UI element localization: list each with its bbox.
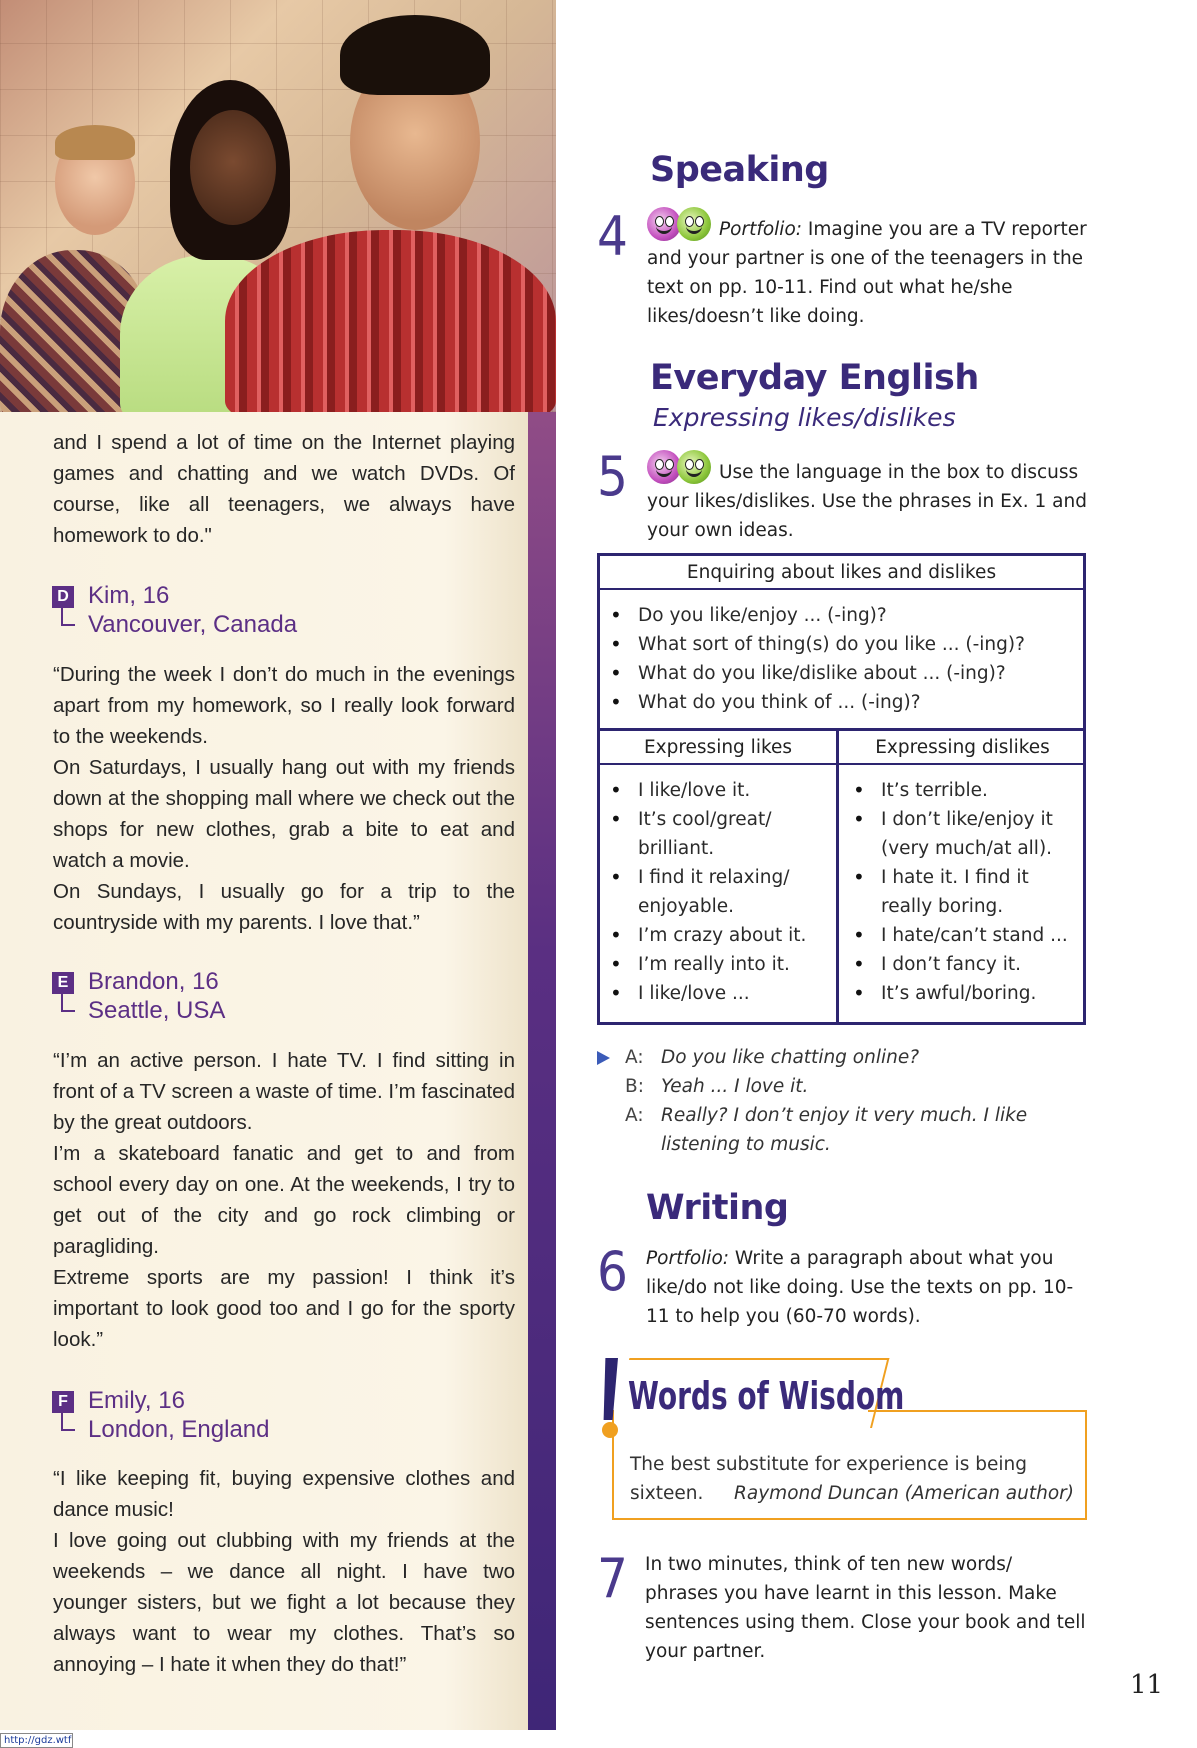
paragraph: I’m a skateboard fanatic and get to and from school every day on one. At the weekends, I try to get out of the city and go rock climbing or paragliding. (53, 1142, 515, 1258)
speaking-text (647, 207, 1087, 331)
face-icon (647, 450, 681, 484)
pair-work-icon (647, 450, 713, 484)
teenagers-photo (0, 0, 556, 412)
profile-letter: D (52, 586, 74, 608)
list-item: • It’s terrible. (843, 776, 1083, 805)
list-item: • I like/love it. (600, 776, 836, 805)
dislikes-header: Expressing dislikes (839, 731, 1086, 765)
list-item: • I hate it. I find it really boring. (843, 863, 1083, 921)
dialogue-line (597, 1101, 1097, 1159)
everyday-english-heading: Everyday English (650, 358, 979, 398)
list-item: • What do you like/dislike about ... (-ing)? (600, 659, 1080, 688)
speaker: A: (625, 1105, 644, 1126)
paragraph: I love going out clubbing with my friends at the weekends – we dance all night. I have two younger sisters, but we fight a lot because they always want to wear my clothes. That’s so annoying – I hate it when they do that!” (53, 1529, 515, 1676)
exercise7-text (645, 1550, 1090, 1666)
everyday-english-subheading: Expressing likes/dislikes (653, 403, 956, 432)
exercise7-instruction: In two minutes, think of ten new words/ phrases you have learnt in this lesson. Make sentences using them. Close your book and tell your partner. (645, 1554, 1086, 1662)
speaker: B: (625, 1076, 644, 1097)
list-item: • It’s awful/boring. (843, 979, 1083, 1008)
list-item: • I don’t fancy it. (843, 950, 1083, 979)
dialogue-text: Really? I don’t enjoy it very much. I like listening to music. (661, 1105, 1028, 1155)
paragraph: On Saturdays, I usually hang out with my friends down at the shopping mall where we check out the shops for new clothes, grab a bite to eat and watch a movie. (53, 756, 515, 872)
profile-connector (61, 994, 75, 1012)
speaking-heading: Speaking (650, 150, 829, 190)
pair-work-icon (647, 207, 713, 241)
writing-heading: Writing (646, 1188, 789, 1228)
profile-place: Vancouver, Canada (88, 611, 298, 638)
list-item: • I find it relaxing/ enjoyable. (600, 863, 836, 921)
dialogue-line (597, 1043, 1097, 1072)
paragraph: “During the week I don’t do much in the evenings apart from my homework, so I really look forward to the weekends. (53, 663, 515, 748)
speaking-instruction: Imagine you are a TV reporter and your partner is one of the teenagers in the text on pp. 10-11. Find out what he/she likes/doesn’t like doing. (647, 219, 1087, 327)
exercise-number-7: 7 (597, 1547, 628, 1610)
intro-paragraph-text: and I spend a lot of time on the Internet playing games and chatting and we watch DVDs. Of course, like all teenagers, we always have homework to do." (53, 431, 515, 547)
teen-boy-right-hair (340, 15, 490, 95)
face-icon (677, 207, 711, 241)
dialogue-text: Yeah ... I love it. (661, 1076, 809, 1097)
list-item: • I’m crazy about it. (600, 921, 836, 950)
teen-girl-middle-head (190, 110, 276, 225)
list-item: • I like/love ... (600, 979, 836, 1008)
watermark-link[interactable]: http://gdz.wtf (0, 1733, 73, 1748)
profile-emily (52, 1387, 512, 1447)
profile-letter: E (52, 972, 74, 994)
phrase-box (597, 553, 1086, 1025)
profile-brandon-text (53, 1045, 515, 1355)
enquiring-header: Enquiring about likes and dislikes (600, 556, 1083, 590)
paragraph: Extreme sports are my passion! I think it’s important to look good too and I go for the sporty look.” (53, 1266, 515, 1351)
dialogue-line (597, 1072, 1097, 1101)
page-number: 11 (1130, 1670, 1164, 1700)
everyday-instruction: Use the language in the box to discuss your likes/dislikes. Use the phrases in Ex. 1 and your own ideas. (647, 462, 1087, 541)
face-icon (647, 207, 681, 241)
list-item: • Do you like/enjoy ... (-ing)? (600, 601, 1080, 630)
likes-header: Expressing likes (600, 731, 836, 765)
example-dialogue (597, 1043, 1097, 1159)
portfolio-label: Portfolio: (646, 1248, 729, 1269)
profile-name: Emily, 16 (88, 1387, 185, 1414)
likes-list (600, 776, 836, 1008)
profile-place: Seattle, USA (88, 997, 226, 1024)
box-column-divider (836, 728, 839, 1022)
exercise-number-5: 5 (597, 445, 628, 508)
writing-instruction: Write a paragraph about what you like/do not like doing. Use the texts on pp. 10-11 to help you (60-70 words). (646, 1248, 1074, 1327)
paragraph: “I like keeping fit, buying expensive clothes and dance music! (53, 1467, 515, 1521)
writing-text (646, 1244, 1076, 1331)
profile-brandon (52, 968, 512, 1028)
face-icon (677, 450, 711, 484)
portfolio-label: Portfolio: (719, 219, 802, 240)
list-item: • It’s cool/great/ brilliant. (600, 805, 836, 863)
list-item: • I don’t like/enjoy it (very much/at all). (843, 805, 1083, 863)
profile-emily-text (53, 1463, 515, 1680)
profile-name: Kim, 16 (88, 582, 170, 609)
list-item: • I hate/can’t stand ... (843, 921, 1083, 950)
exercise-number-6: 6 (597, 1240, 628, 1303)
teen-boy-left-hair (55, 125, 135, 160)
everyday-text (647, 450, 1087, 545)
teen-boy-right (225, 230, 556, 412)
profile-connector (61, 1413, 75, 1431)
dislikes-list (843, 776, 1083, 1008)
paragraph: On Sundays, I usually go for a trip to the countryside with my parents. I love that.” (53, 880, 515, 934)
dialogue-text: Do you like chatting online? (661, 1047, 920, 1068)
profile-kim-text (53, 659, 515, 938)
wisdom-quote: The best substitute for experience is being sixteen. (630, 1454, 1027, 1504)
profile-place: London, England (88, 1416, 270, 1443)
profile-letter: F (52, 1391, 74, 1413)
intro-paragraph (53, 427, 515, 551)
wisdom-title: Words of Wisdom (628, 1374, 905, 1418)
list-item: • What sort of thing(s) do you like ... (-ing)? (600, 630, 1080, 659)
speaker: A: (625, 1047, 644, 1068)
exercise-number-4: 4 (597, 205, 628, 268)
paragraph: “I’m an active person. I hate TV. I find sitting in front of a TV screen a waste of time. I’m fascinated by the great outdoors. (53, 1049, 515, 1134)
exclamation-dot (602, 1422, 618, 1438)
list-item: • What do you think of ... (-ing)? (600, 688, 1080, 717)
profile-kim (52, 582, 512, 642)
list-item: • I’m really into it. (600, 950, 836, 979)
profile-connector (61, 608, 75, 626)
wisdom-author: Raymond Duncan (American author) (734, 1483, 1074, 1504)
enquiring-list (600, 601, 1080, 717)
profile-name: Brandon, 16 (88, 968, 219, 995)
